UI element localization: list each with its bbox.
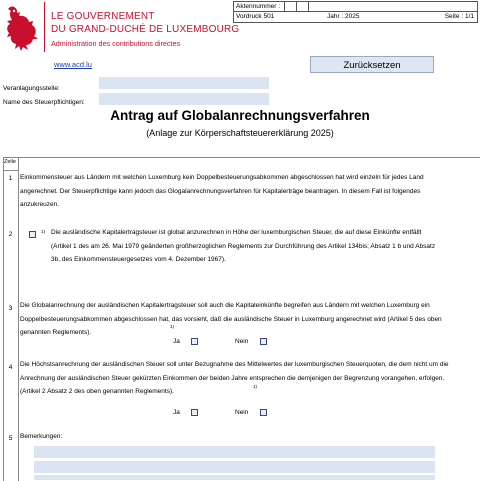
jahr-label: Jahr : 2025	[327, 13, 360, 20]
row-number: 2	[8, 231, 13, 238]
page-title: Antrag auf Globalanrechnungsverfahren	[110, 108, 370, 123]
aktennummer-label: Aktennummer :	[236, 3, 281, 10]
aktennummer-cell[interactable]	[296, 2, 308, 11]
aktennummer-cell[interactable]	[284, 2, 296, 11]
zeile-column	[3, 157, 19, 481]
logo-divider	[44, 2, 45, 52]
nein-label: Nein	[235, 409, 249, 416]
name-label: Name des Steuerpflichtigen:	[3, 99, 85, 106]
reset-button[interactable]: Zurücksetzen	[310, 56, 434, 73]
row-text: Die Höchstsanrechnung der ausländischen Steuer soll unter Bezugnahme des Mittelwertes der luxemburgischen Steuerquoten, die dem nicht um die Anrechnung der ausländischen Steuer gekürzten Einkommen der beiden Jahre entsprechen die demjenigen der Begrenzung vorangehen, erfolgen. (Artikel 2 Absatz 2 des oben genannten Reglements).	[20, 361, 449, 395]
ja-label: Ja	[173, 409, 180, 416]
footnote-marker: 1)	[41, 229, 46, 234]
global-credit-checkbox[interactable]	[29, 231, 36, 238]
footnote-marker: 1)	[253, 384, 258, 389]
veranlagungsstelle-label: Veranlagungsstelle:	[3, 85, 60, 92]
veranlagungsstelle-input[interactable]	[99, 77, 269, 89]
remarks-input-line[interactable]	[34, 461, 435, 473]
red-lion-icon	[2, 3, 40, 53]
gov-title-line1: LE GOUVERNEMENT	[51, 11, 155, 22]
row-text: Die ausländische Kapitalertragsteuer ist global anzurechnen in Höhe der luxemburgischen Steuer, die auf diese Einkünfte entfällt (Artikel 1 des am 26. Mai 1979 geänderten großherzoglichen Reglements zur Durchführung des Artikel 134bis; Absatz 1 b und Absatz 3b, des Einkommensteuergesetzes vom 4. Dezember 1967).	[51, 229, 436, 263]
row-number: 1	[8, 175, 13, 182]
aktennummer-cell[interactable]	[308, 2, 320, 11]
name-input[interactable]	[99, 93, 269, 105]
document-info-box	[233, 1, 478, 23]
ja-label: Ja	[173, 338, 180, 345]
remarks-input-line[interactable]	[34, 475, 435, 480]
remarks-label: Bemerkungen:	[20, 433, 63, 440]
form-meta-row	[234, 12, 477, 22]
vordruck-label: Vordruck 501	[236, 13, 275, 20]
seite-label: Seite : 1/1	[444, 13, 474, 20]
row-text: Die Globalanrechnung der ausländischen Kapitalertragsteuer soll auch die Kapitaleinkünfte begreifen aus Ländern mit welchen Luxemburg ein Doppelbesteuerungsabkommen abgeschlossen hat, das vorsieht, daß die ausländische Steuer in Luxemburg angerechnet wird (Artikel 5 des oben genannten Reglements).	[20, 302, 442, 336]
page-subtitle: (Anlage zur Körperschaftsteuererklärung 2025)	[146, 128, 334, 138]
aktennummer-row	[234, 2, 477, 12]
footnote-marker: 1)	[170, 324, 175, 329]
nein-label: Nein	[235, 338, 249, 345]
table-top-border	[17, 157, 480, 158]
nein-checkbox[interactable]	[260, 409, 267, 416]
row-text: Einkommensteuer aus Ländern mit welchen Luxemburg kein Doppelbesteuerungsabkommen abgeschlossen hat wird einzeln für jedes Land angerechnet. Der Steuerpflichtige kann jedoch das Glogalanrechnungsverfahren für Kapitalerträge beantragen. In diesem Fall ist folgendes anzukreuzen.	[20, 174, 424, 208]
ja-checkbox[interactable]	[191, 409, 198, 416]
acd-website-link[interactable]: www.acd.lu	[54, 60, 92, 69]
row-number: 4	[8, 364, 13, 371]
nein-checkbox[interactable]	[260, 338, 267, 345]
remarks-input-line[interactable]	[34, 446, 435, 458]
zeile-header-divider	[3, 170, 18, 171]
gov-title-line2: DU GRAND-DUCHÉ DE LUXEMBOURG	[51, 24, 240, 35]
zeile-header: Zeile	[4, 159, 16, 165]
administration-name: Administration des contributions directes	[51, 39, 181, 48]
row-number: 3	[8, 305, 13, 312]
row-number: 5	[8, 435, 13, 442]
ja-checkbox[interactable]	[191, 338, 198, 345]
